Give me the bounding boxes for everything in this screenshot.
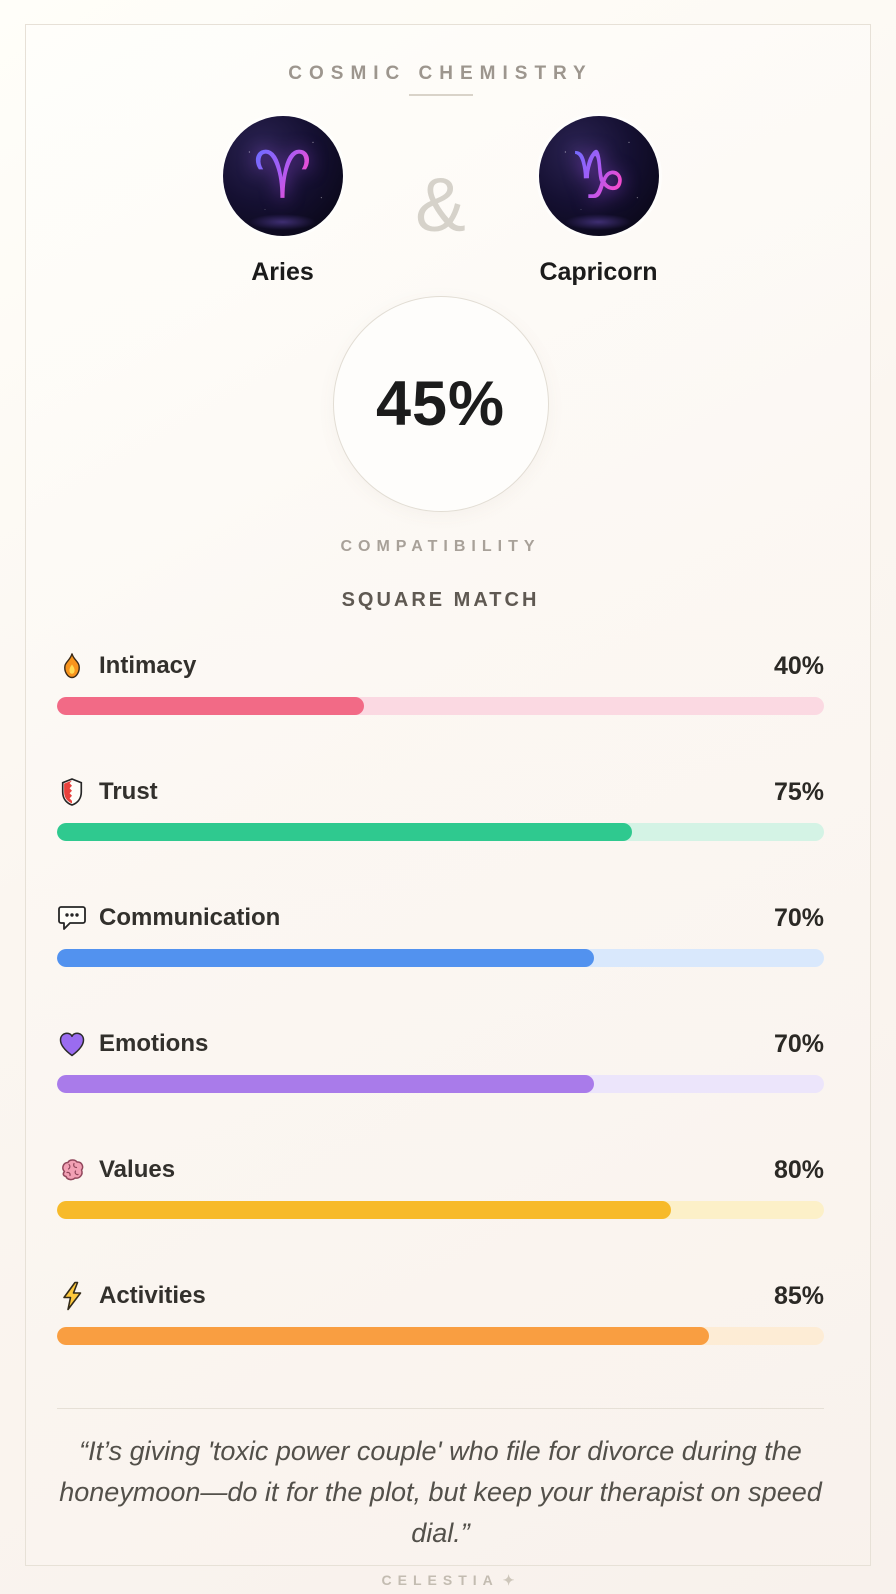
metric-row-activities bbox=[57, 1281, 824, 1345]
sparkle-icon: ✦ bbox=[502, 1572, 515, 1588]
aries-glyph-icon: ♈ bbox=[252, 137, 313, 214]
progress-fill bbox=[57, 1327, 709, 1345]
progress-track bbox=[57, 823, 824, 841]
purple-heart-icon bbox=[57, 1029, 87, 1059]
progress-track bbox=[57, 1075, 824, 1093]
page-title: COSMIC CHEMISTRY bbox=[288, 63, 593, 84]
score-section bbox=[57, 296, 824, 612]
quote-divider bbox=[57, 1408, 824, 1409]
shield-icon bbox=[57, 777, 87, 807]
score-circle bbox=[333, 296, 549, 512]
progress-fill bbox=[57, 823, 632, 841]
header-underline bbox=[409, 94, 473, 96]
brand-footer bbox=[0, 1572, 896, 1589]
lightning-icon bbox=[57, 1281, 87, 1311]
flame-icon bbox=[57, 651, 87, 681]
sign-column-capricorn bbox=[489, 116, 709, 287]
capricorn-avatar bbox=[539, 116, 659, 236]
sign-column-aries bbox=[173, 116, 393, 287]
aries-avatar bbox=[223, 116, 343, 236]
metric-label: Intimacy bbox=[99, 652, 197, 679]
match-type-label: SQUARE MATCH bbox=[341, 589, 540, 611]
progress-fill bbox=[57, 949, 594, 967]
metric-row-values bbox=[57, 1155, 824, 1219]
metric-value: 75% bbox=[773, 777, 824, 806]
metric-row-intimacy bbox=[57, 651, 824, 715]
progress-fill bbox=[57, 1075, 594, 1093]
progress-track bbox=[57, 949, 824, 967]
metric-value: 85% bbox=[773, 1281, 824, 1310]
metric-label: Activities bbox=[99, 1282, 206, 1309]
quote-text: “It’s giving 'toxic power couple' who file for divorce during the honeymoon—do it for the plot, but keep your therapist on speed dial.” bbox=[59, 1436, 822, 1548]
brain-icon bbox=[57, 1155, 87, 1185]
compatibility-card bbox=[25, 24, 871, 1566]
metric-value: 70% bbox=[773, 1029, 824, 1058]
compatibility-label: COMPATIBILITY bbox=[340, 538, 541, 555]
signs-row bbox=[57, 116, 824, 287]
progress-track bbox=[57, 1201, 824, 1219]
sign-name-aries: Aries bbox=[251, 258, 314, 286]
metric-row-communication bbox=[57, 903, 824, 967]
sign-name-capricorn: Capricorn bbox=[539, 258, 658, 286]
ampersand-separator: & bbox=[415, 163, 466, 248]
progress-track bbox=[57, 697, 824, 715]
metric-label: Emotions bbox=[99, 1030, 209, 1057]
score-value: 45% bbox=[375, 369, 506, 439]
progress-fill bbox=[57, 1201, 671, 1219]
metric-label: Values bbox=[99, 1156, 176, 1183]
metric-row-trust bbox=[57, 777, 824, 841]
metric-value: 70% bbox=[773, 903, 824, 932]
metric-value: 80% bbox=[773, 1155, 824, 1184]
capricorn-glyph-icon: ♑ bbox=[568, 137, 629, 214]
metric-row-emotions bbox=[57, 1029, 824, 1093]
metric-label: Communication bbox=[99, 904, 281, 931]
metric-value: 40% bbox=[773, 651, 824, 680]
speech-bubble-icon bbox=[57, 903, 87, 933]
brand-name: CELESTIA bbox=[381, 1572, 499, 1588]
metrics-list bbox=[57, 651, 824, 1345]
metric-label: Trust bbox=[99, 778, 158, 805]
progress-track bbox=[57, 1327, 824, 1345]
progress-fill bbox=[57, 697, 364, 715]
